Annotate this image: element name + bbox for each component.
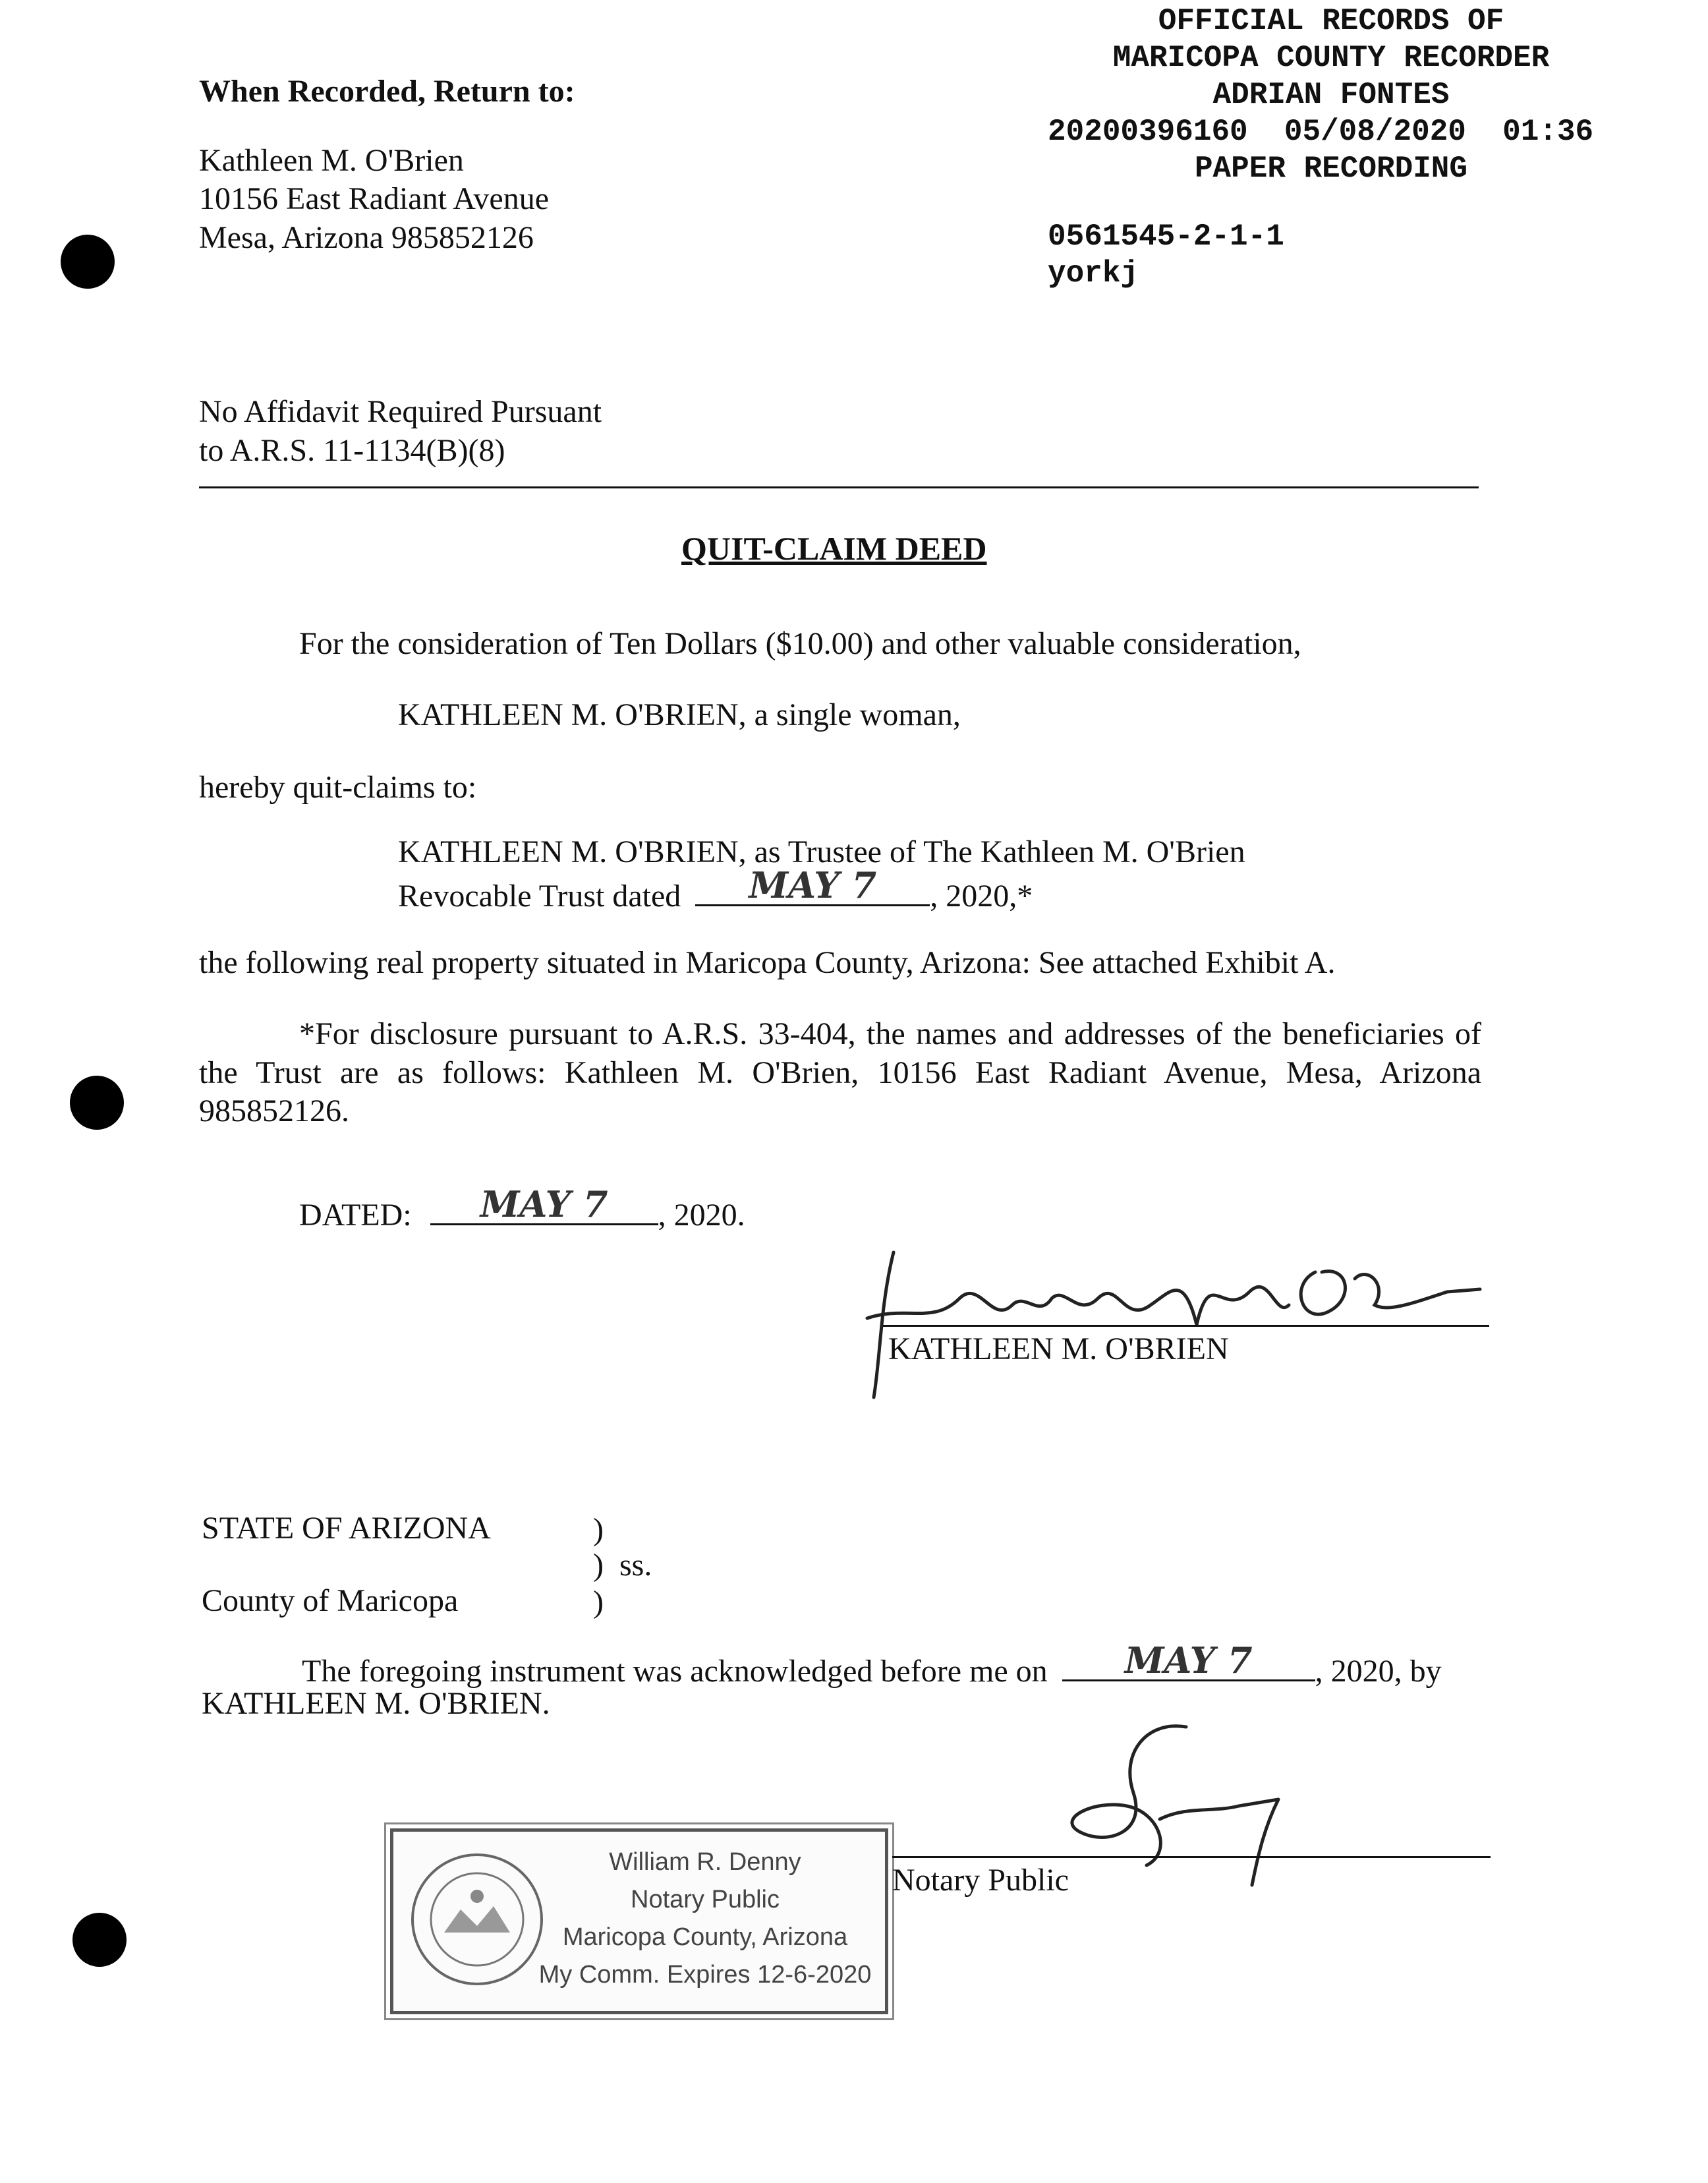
return-to-name: Kathleen M. O'Brien <box>199 142 464 178</box>
acknowledgment-line2: KATHLEEN M. O'BRIEN. <box>202 1686 550 1721</box>
header-divider <box>199 486 1479 488</box>
hole-punch-top <box>61 235 115 289</box>
acknowledgment-suffix: , 2020, by <box>1315 1654 1442 1689</box>
grantee-line2-prefix: Revocable Trust dated <box>398 879 681 914</box>
grantee-line1: KATHLEEN M. O'BRIEN, as Trustee of The Kathleen M. O'Brien <box>398 834 1245 869</box>
hole-punch-bottom <box>72 1913 127 1967</box>
return-to-heading: When Recorded, Return to: <box>199 74 575 109</box>
return-to-block <box>199 73 575 257</box>
disclosure-paragraph <box>199 1015 1481 1131</box>
recorder-id: 0561545-2-1-1 <box>1048 219 1284 254</box>
notary-stamp-county: Maricopa County, Arizona <box>562 1923 848 1951</box>
affidavit-line1: No Affidavit Required Pursuant <box>199 394 602 429</box>
grantor-printed-name: KATHLEEN M. O'BRIEN <box>888 1331 1229 1366</box>
grantee-line2-suffix: , 2020,* <box>930 879 1033 914</box>
grantor-signature <box>854 1226 1487 1411</box>
acknowledgment-date-blank <box>1062 1639 1315 1681</box>
grantor-text: KATHLEEN M. O'BRIEN, a single woman, <box>398 697 961 732</box>
notary-stamp-expires: My Comm. Expires 12-6-2020 <box>538 1961 872 1989</box>
grantee-line2 <box>398 864 1033 916</box>
consideration-text: For the consideration of Ten Dollars ($10.00) and other valuable consideration, <box>299 626 1301 661</box>
notary-stamp-title: Notary Public <box>631 1886 780 1913</box>
dated-line <box>299 1183 745 1235</box>
acknowledgment-prefix: The foregoing instrument was acknowledged before me on <box>302 1654 1048 1689</box>
disclosure-line2: the Trust are as follows: Kathleen M. O'Brien, 10156 East Radiant Avenue, Mesa, Arizona <box>199 1055 1481 1090</box>
dated-suffix: , 2020. <box>658 1198 745 1233</box>
recorder-line2: MARICOPA COUNTY RECORDER <box>1112 41 1550 76</box>
property-text: the following real property situated in Maricopa County, Arizona: See attached Exhibit A. <box>199 945 1336 980</box>
recorder-clerk: yorkj <box>1048 256 1139 291</box>
notary-signature-label: Notary Public <box>892 1863 1069 1898</box>
affidavit-line2: to A.R.S. 11-1134(B)(8) <box>199 432 505 468</box>
venue-state: STATE OF ARIZONA <box>202 1511 491 1546</box>
grantee-date-blank <box>695 864 930 906</box>
notary-signature-line <box>892 1856 1491 1858</box>
notary-seal <box>408 1850 546 1989</box>
notary-stamp <box>390 1828 888 2014</box>
disclosure-line3: 985852126. <box>199 1093 349 1129</box>
affidavit-note <box>199 393 602 470</box>
recorder-line3: ADRIAN FONTES <box>1212 78 1450 113</box>
recorder-line1: OFFICIAL RECORDS OF <box>1158 4 1504 38</box>
venue-ss: ) ss. <box>593 1548 652 1583</box>
recorder-line5: PAPER RECORDING <box>1194 152 1468 187</box>
dated-label: DATED: <box>299 1198 412 1233</box>
hole-punch-middle <box>70 1076 124 1130</box>
document-title: QUIT-CLAIM DEED <box>681 530 987 567</box>
recorder-block <box>1048 3 1680 292</box>
dated-blank <box>430 1183 658 1225</box>
grantee-date-handwritten: MAY 7 <box>749 864 877 906</box>
return-to-city: Mesa, Arizona 985852126 <box>199 219 534 255</box>
grantor-signature-line <box>883 1325 1489 1327</box>
venue-county: County of Maricopa <box>202 1583 459 1618</box>
venue-paren-top: ) <box>593 1512 604 1547</box>
acknowledgment-date-handwritten: MAY 7 <box>1124 1639 1253 1681</box>
disclosure-line1: *For disclosure pursuant to A.R.S. 33-404, the names and addresses of the beneficiaries of <box>299 1016 1481 1051</box>
dated-handwritten: MAY 7 <box>480 1183 608 1225</box>
return-to-street: 10156 East Radiant Avenue <box>199 181 549 217</box>
recorder-line4: 20200396160 05/08/2020 01:36 <box>1048 115 1594 150</box>
venue-paren-bottom: ) <box>593 1585 604 1619</box>
quitclaims-text: hereby quit-claims to: <box>199 770 477 805</box>
notary-stamp-name: William R. Denny <box>609 1848 801 1876</box>
